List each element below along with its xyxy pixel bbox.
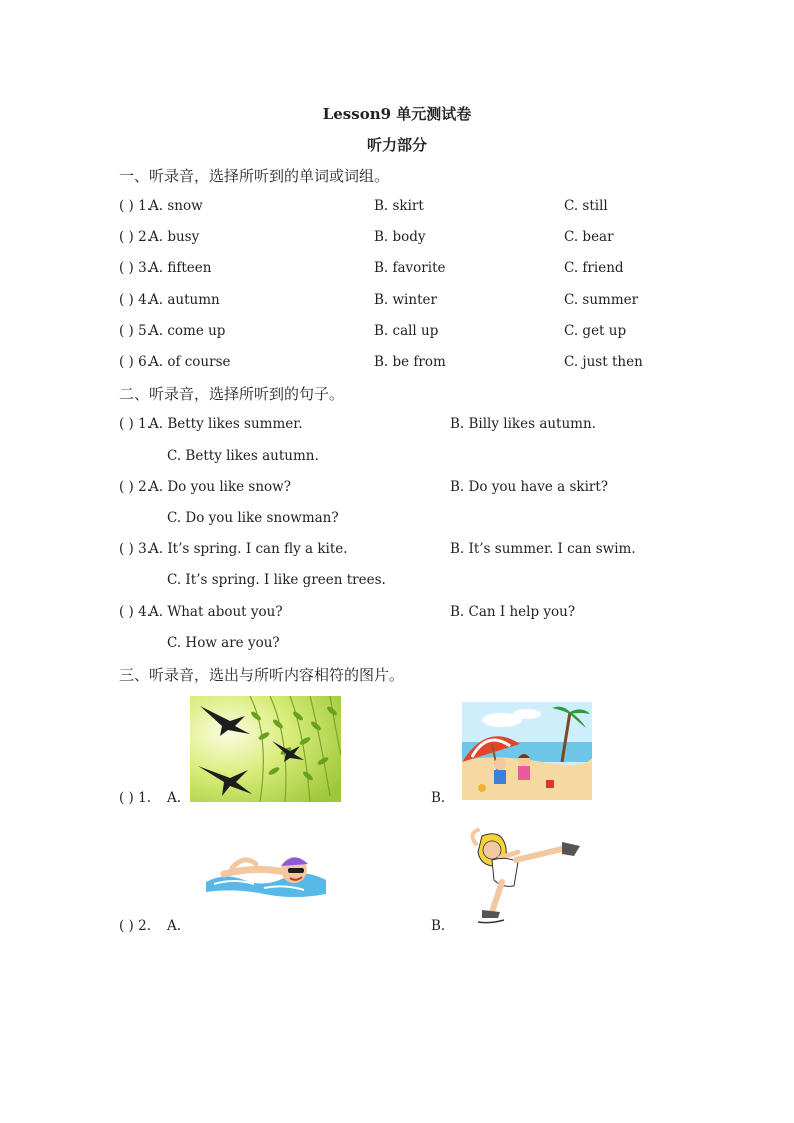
option-a: A. come up [149, 323, 226, 339]
option-b: B. It’s summer. I can swim. [450, 541, 636, 557]
part1-item-6 [119, 354, 679, 374]
part3-item-1-option-b: B. [431, 790, 446, 806]
option-b: B. Do you have a skirt? [450, 479, 609, 495]
option-b: B. Can I help you? [450, 604, 576, 620]
part2-item-4-option-c: C. How are you? [167, 635, 280, 651]
item-number: ( ) 5. [119, 323, 151, 339]
part1-item-5 [119, 323, 679, 343]
part3-item-1-number: ( ) 1. [119, 790, 151, 806]
option-a: A. Betty likes summer. [149, 416, 303, 432]
option-c: C. bear [564, 229, 614, 245]
part2-item-4 [119, 604, 679, 624]
part2-item-2 [119, 479, 679, 499]
part3-item-2-number: ( ) 2. [119, 918, 151, 934]
option-c: C. still [564, 198, 608, 214]
swimmer-picture [204, 844, 328, 900]
part1-item-2 [119, 229, 679, 249]
page-title: Lesson9 单元测试卷 [322, 105, 472, 123]
option-b: B. skirt [374, 198, 424, 214]
part2-item-1 [119, 416, 679, 436]
beach-children-picture [462, 702, 592, 800]
swallows-willow-drawing [190, 696, 341, 802]
option-b: B. body [374, 229, 426, 245]
part2-item-2-option-c: C. Do you like snowman? [167, 510, 339, 526]
part3-item-2-option-b: B. [431, 918, 446, 934]
option-c: C. just then [564, 354, 643, 370]
item-number: ( ) 4. [119, 292, 151, 308]
part3-item-2-option-a: A. [167, 918, 182, 934]
option-a: A. It’s spring. I can fly a kite. [149, 541, 348, 557]
part1-item-1 [119, 198, 679, 218]
item-number: ( ) 6. [119, 354, 151, 370]
ice-skater-drawing [462, 828, 586, 924]
option-a: A. of course [149, 354, 231, 370]
part2-heading: 二、听录音，选择所听到的句子。 [119, 385, 345, 403]
option-a: A. autumn [149, 292, 220, 308]
option-b: B. Billy likes autumn. [450, 416, 596, 432]
item-number: ( ) 2. [119, 479, 151, 495]
part1-item-4 [119, 292, 679, 312]
option-a: A. fifteen [149, 260, 212, 276]
part1-item-3 [119, 260, 679, 280]
part2-item-3-option-c: C. It’s spring. I like green trees. [167, 572, 386, 588]
option-c: C. friend [564, 260, 624, 276]
page-subtitle: 听力部分 [366, 136, 427, 154]
option-c: C. summer [564, 292, 639, 308]
option-c: C. get up [564, 323, 627, 339]
option-b: B. winter [374, 292, 437, 308]
part3-item-1-option-a: A. [167, 790, 182, 806]
option-a: A. snow [149, 198, 203, 214]
part2-item-1-option-c: C. Betty likes autumn. [167, 448, 319, 464]
item-number: ( ) 4. [119, 604, 151, 620]
item-number: ( ) 1. [119, 416, 151, 432]
item-number: ( ) 2. [119, 229, 151, 245]
part2-item-3 [119, 541, 679, 561]
option-b: B. favorite [374, 260, 446, 276]
option-a: A. busy [149, 229, 200, 245]
item-number: ( ) 1. [119, 198, 151, 214]
option-b: B. call up [374, 323, 439, 339]
ice-skater-picture [462, 828, 586, 924]
swallows-willow-picture [190, 696, 341, 802]
beach-children-drawing [462, 702, 592, 800]
item-number: ( ) 3. [119, 260, 151, 276]
option-a: A. What about you? [149, 604, 283, 620]
item-number: ( ) 3. [119, 541, 151, 557]
swimmer-drawing [204, 844, 328, 900]
part3-heading: 三、听录音，选出与所听内容相符的图片。 [119, 666, 405, 684]
option-b: B. be from [374, 354, 446, 370]
part1-heading: 一、听录音，选择所听到的单词或词组。 [119, 167, 390, 185]
option-a: A. Do you like snow? [149, 479, 291, 495]
